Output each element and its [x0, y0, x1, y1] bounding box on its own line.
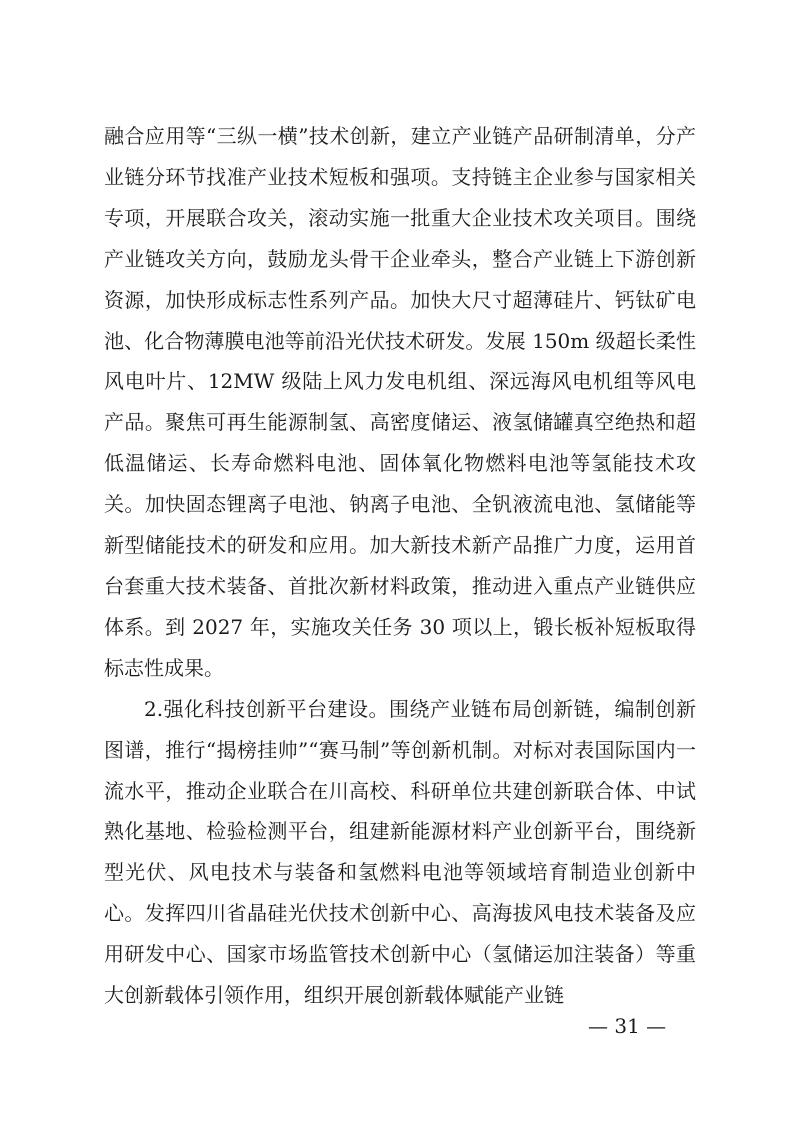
body-text	[104, 116, 696, 1016]
page-number: — 31 —	[588, 1014, 667, 1038]
paragraph-innovation-platform: 2.强化科技创新平台建设。围绕产业链布局创新链，编制创新图谱，推行“揭榜挂帅”“赛马制”等创新机制。对标对表国际国内一流水平，推动企业联合在川高校、科研单位共建创新联合体、中试熟化基地、检验检测平台，组建新能源材料产业创新平台，围绕新型光伏、风电技术与装备和氢燃料电池等领域培育制造业创新中心。发挥四川省晶硅光伏技术创新中心、高海拔风电技术装备及应用研发中心、国家市场监管技术创新中心（氢储运加注装备）等重大创新载体引领作用，组织开展创新载体赋能产业链	[104, 696, 696, 1008]
paragraph-tech-breakthrough: 融合应用等“三纵一横”技术创新，建立产业链产品研制清单，分产业链分环节找准产业技术短板和强项。支持链主企业参与国家相关专项，开展联合攻关，滚动实施一批重大企业技术攻关项目。围绕产业链攻关方向，鼓励龙头骨干企业牵头，整合产业链上下游创新资源，加快形成标志性系列产品。加快大尺寸超薄硅片、钙钛矿电池、化合物薄膜电池等前沿光伏技术研发。发展 150m 级超长柔性风电叶片、12MW 级陆上风力发电机组、深远海风电机组等风电产品。聚焦可再生能源制氢、高密度储运、液氢储罐真空绝热和超低温储运、长寿命燃料电池、固体氧化物燃料电池等氢能技术攻关。加快固态锂离子电池、钠离子电池、全钒液流电池、氢储能等新型储能技术的研发和应用。加大新技术新产品推广力度，运用首台套重大技术装备、首批次新材料政策，推动进入重点产业链供应体系。到 2027 年，实施攻关任务 30 项以上，锻长板补短板取得标志性成果。	[104, 124, 696, 680]
